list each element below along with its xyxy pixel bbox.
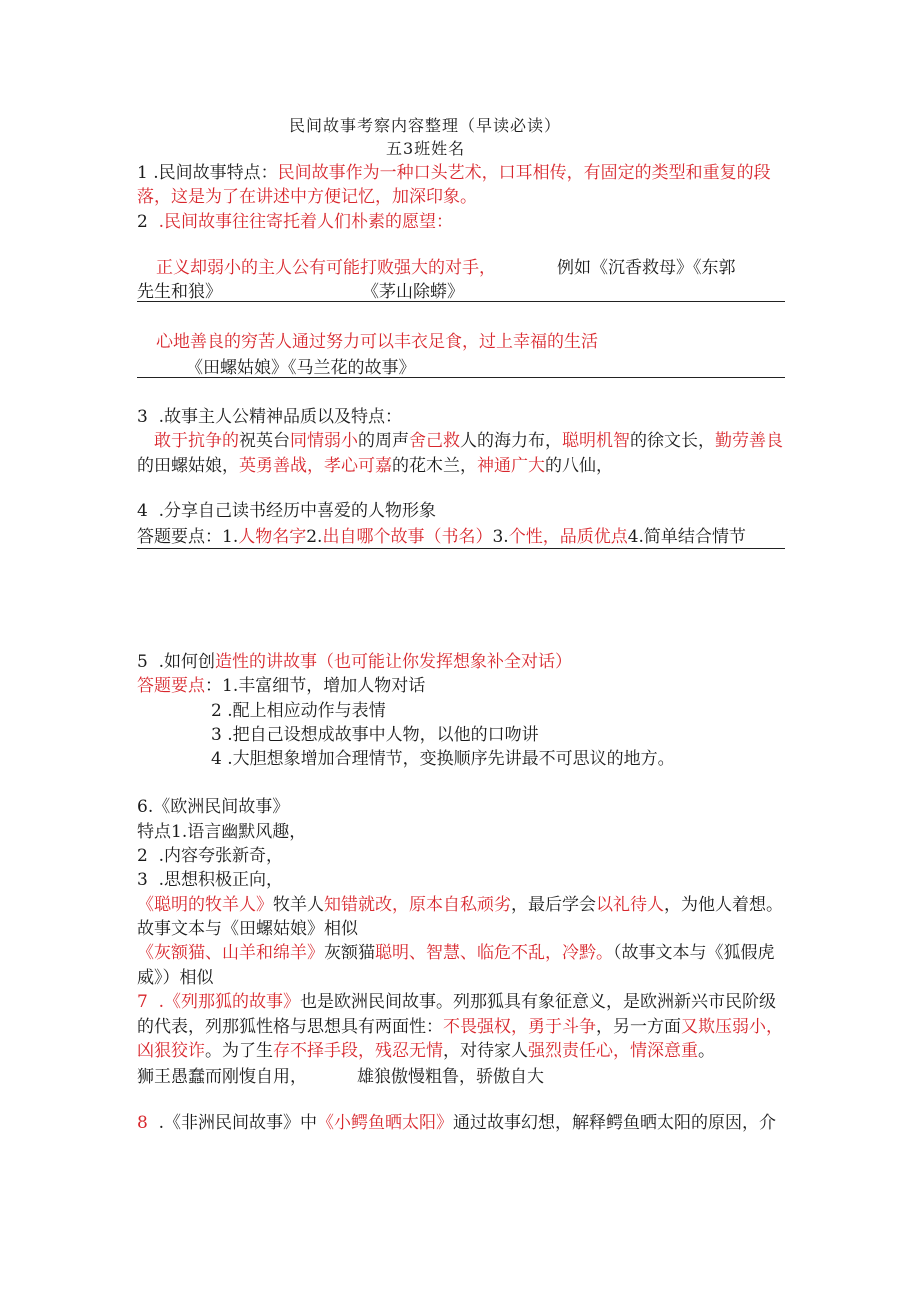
section-4-label: .分享自己读书经历中喜爱的人物形象 (158, 501, 437, 521)
section-5-label-b: 造性的讲故事（也可能让你发挥想象补全对话） (215, 652, 573, 672)
trait-6: 英勇善战，孝心可嘉 (239, 456, 392, 476)
answer-line-2 (137, 377, 785, 378)
story-b-k1: 灰额猫 (324, 943, 375, 963)
section-4-heading (137, 499, 436, 523)
section-1-line-1 (137, 161, 771, 185)
section-6-heading: 6.《欧洲民间故事》 (137, 797, 290, 817)
section-5-point-2-text: .配上相应动作与表情 (227, 701, 386, 721)
story-a-note: 故事文本与《田螺姑娘》相似 (137, 919, 358, 939)
story-a-title: 《聪明的牧羊人》 (137, 895, 273, 915)
class-name-line: 五3班姓名 (386, 139, 466, 158)
section-6-feature-3 (137, 868, 283, 892)
section-1-text: 民间故事作为一种口头艺术，口耳相传，有固定的类型和重复的段 (277, 163, 771, 183)
wish-1: 正义却弱小的主人公有可能打败强大的对手， (156, 258, 496, 278)
section-6-feature-1: 特点1.语言幽默风趣， (137, 822, 307, 842)
wish-1-examples-a: 例如《沉香救母》《东郭 (557, 258, 736, 278)
section-5-point-4 (211, 747, 675, 771)
hero-6: 的花木兰， (392, 456, 477, 476)
page-title: 民间故事考察内容整理（早读必读） (289, 116, 562, 135)
section-7-line-2 (137, 1015, 783, 1039)
section-5-point-1-text: ：1.丰富细节，增加人物对话 (205, 676, 426, 696)
section-2-number: 2 (137, 212, 148, 232)
section-7-r-b: 不畏强权，勇于斗争 (443, 1017, 596, 1037)
section-7-title: .《列那狐的故事》 (158, 992, 301, 1012)
section-5-points-label: 答题要点 (137, 676, 205, 696)
section-8-number: 8 (137, 1113, 148, 1133)
section-2-label: .民间故事往往寄托着人们朴素的愿望： (158, 212, 454, 232)
section-1-number: 1 (137, 163, 148, 183)
story-b-line (137, 941, 775, 965)
answer-line-1 (137, 301, 785, 302)
section-5-label-a: .如何创 (158, 652, 216, 672)
section-5-number: 5 (137, 652, 148, 672)
section-5-point-2 (211, 699, 386, 723)
hero-3: 人的海力布， (460, 431, 562, 451)
story-a-line (137, 893, 783, 917)
trait-4: 聪明机智 (562, 431, 630, 451)
section-5-point-3 (211, 723, 539, 747)
point-3-number: 3. (492, 527, 509, 547)
section-7-r-d: 凶狠狡诈 (137, 1041, 205, 1061)
section-4-points-label: 答题要点：1. (137, 527, 239, 547)
section-7-k-d: ，另一方面 (596, 1017, 681, 1037)
section-3-heading (137, 405, 402, 429)
section-7-r-f: 强烈责任心，情深意重 (528, 1041, 698, 1061)
section-7-line-1 (137, 990, 776, 1014)
story-a-k1: 牧羊人 (273, 895, 324, 915)
point-2-number: 2. (306, 527, 323, 547)
section-3-label: .故事主人公精神品质以及特点： (158, 407, 403, 427)
wish-1-examples-b: 先生和狼》 (137, 282, 222, 302)
section-1-line-2: 落，这是为了在讲述中方便记忆，加深印象。 (137, 187, 477, 207)
story-a-k2: ，最后学会 (511, 895, 596, 915)
section-8-k-a: .《非洲民间故事》中 (158, 1113, 318, 1133)
section-3-number: 3 (137, 407, 148, 427)
section-2-heading (137, 210, 453, 234)
hero-1: 祝英台 (239, 431, 290, 451)
story-a-k3: ，为他人着想。 (664, 895, 783, 915)
story-a-r1: 知错就改，原本自私顽劣 (324, 895, 511, 915)
section-7-k-f: ，对待家人 (443, 1041, 528, 1061)
hero-4: 的徐文长， (630, 431, 715, 451)
section-7-number: 7 (137, 992, 148, 1012)
section-4-number: 4 (137, 501, 148, 521)
section-3-line-2 (137, 454, 613, 478)
trait-2: 同情弱小 (290, 431, 358, 451)
point-2: 出自哪个故事（书名） (322, 527, 493, 547)
point-4: 4.简单结合情节 (627, 527, 746, 547)
lion-king: 狮王愚蠢而刚愎自用， (137, 1067, 307, 1087)
hero-7: 的八仙， (545, 456, 613, 476)
point-3: 个性，品质优点 (508, 527, 628, 547)
story-b-note: 威》）相似 (137, 968, 214, 988)
feature-3-number: 3 (137, 870, 148, 890)
section-5-heading (137, 650, 572, 674)
section-8-k-b: 通过故事幻想，解释鳄鱼晒太阳的原因，介 (453, 1113, 777, 1133)
section-5-point-4-text: .大胆想象增加合理情节，变换顺序先讲最不可思议的地方。 (227, 749, 675, 769)
trait-5: 勤劳善良 (715, 431, 783, 451)
section-5-point-3-number: 3 (211, 725, 222, 745)
answer-line-3 (137, 548, 785, 549)
section-7-line-3 (137, 1039, 715, 1063)
story-b-title: 《灰额猫、山羊和绵羊》 (137, 943, 324, 963)
story-b-k2: （故事文本与《狐假虎 (613, 943, 775, 963)
point-1: 人物名字 (238, 527, 307, 547)
section-7-k-e: 。为了生 (205, 1041, 273, 1061)
section-8-r-a: 《小鳄鱼晒太阳》 (317, 1113, 454, 1133)
section-1-label: .民间故事特点： (153, 163, 278, 183)
hero-2: 的周声 (358, 431, 409, 451)
section-5-point-1 (137, 674, 425, 698)
section-7-k-b: 。列那狐具有象征意义，是欧洲新兴市民阶级 (436, 992, 777, 1012)
hero-5: 的田螺姑娘， (137, 456, 239, 476)
section-7-k-c: 的代表，列那狐性格与思想具有两面性： (137, 1017, 443, 1037)
feature-3-text: .思想积极正向， (158, 870, 284, 890)
section-5-point-2-number: 2 (211, 701, 222, 721)
section-6-feature-2 (137, 844, 283, 868)
section-7-k-g: 。 (698, 1041, 715, 1061)
trait-3: 舍己救 (409, 431, 460, 451)
wish-2-examples: 《田螺姑娘》《马兰花的故事》 (186, 358, 416, 378)
section-7-r-e: 存不择手段，残忍无情 (273, 1041, 443, 1061)
story-a-r2: 以礼待人 (596, 895, 664, 915)
trait-7: 神通广大 (477, 456, 545, 476)
wish-2: 心地善良的穷苦人通过努力可以丰衣足食，过上幸福的生活 (156, 332, 598, 352)
section-3-line-1 (154, 429, 783, 453)
section-5-point-3-text: .把自己设想成故事中人物，以他的口吻讲 (227, 725, 539, 745)
feature-2-text: .内容夸张新奇， (158, 846, 284, 866)
trait-1: 敢于抗争的 (154, 431, 239, 451)
story-b-r1: 聪明、智慧、临危不乱，冷黔。 (375, 943, 613, 963)
section-8-line-1 (137, 1111, 776, 1135)
section-7-r-c: 又欺压弱小， (681, 1017, 783, 1037)
male-wolf: 雄狼傲慢粗鲁，骄傲自大 (357, 1067, 544, 1087)
section-5-point-4-number: 4 (211, 749, 222, 769)
feature-2-number: 2 (137, 846, 148, 866)
section-4-points (137, 525, 746, 549)
wish-1-examples-c: 《茅山除蟒》 (362, 282, 464, 302)
section-7-k-a: 也是欧洲民间故事 (300, 992, 437, 1012)
